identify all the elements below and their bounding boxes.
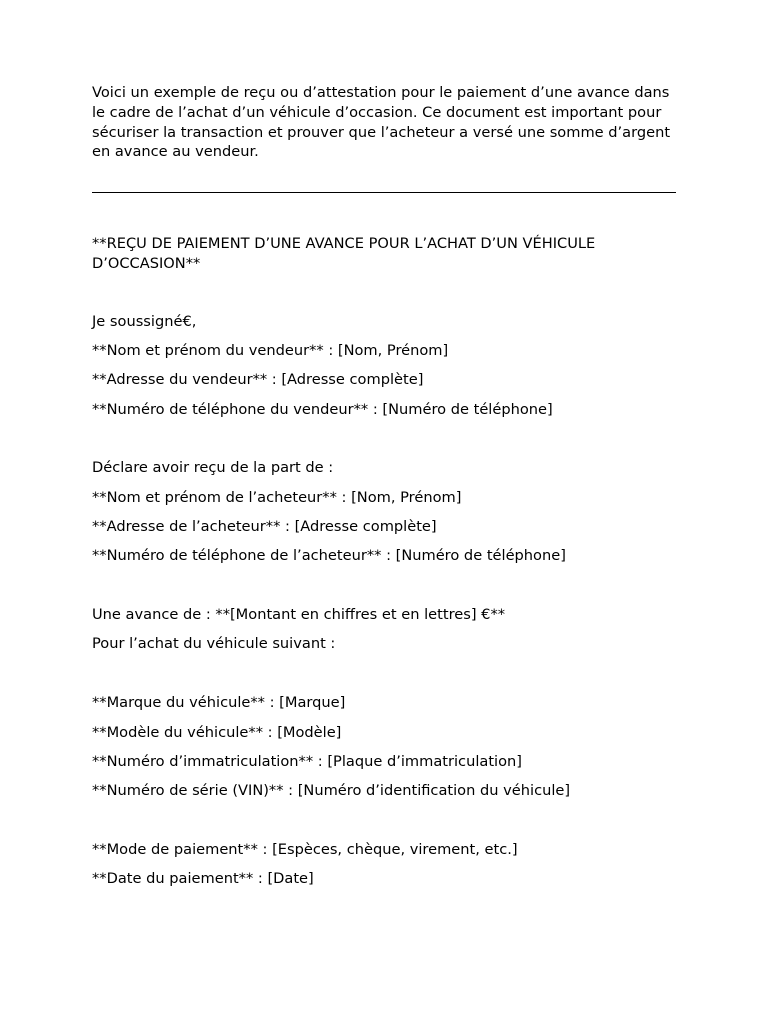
seller-intro: Je soussigné€, [92, 312, 197, 330]
document-page [92, 83, 682, 899]
payment-mode-field: **Mode de paiement** : [Espèces, chèque, virement, etc.] [92, 840, 518, 858]
vehicle-model-field: **Modèle du véhicule** : [Modèle] [92, 723, 342, 741]
receipt-title-line-2: D’OCCASION** [92, 254, 201, 272]
amount-field: Une avance de : **[Montant en chiffres et en lettres] €** [92, 606, 506, 624]
spacer [92, 429, 682, 459]
seller-phone-field: **Numéro de téléphone du vendeur** : [Numéro de téléphone] [92, 400, 553, 418]
intro-paragraph-block [92, 83, 682, 162]
spacer [92, 810, 682, 840]
buyer-name-field: **Nom et prénom de l’acheteur** : [Nom, Prénom] [92, 488, 462, 506]
vehicle-registration-field: **Numéro d’immatriculation** : [Plaque d’immatriculation] [92, 752, 522, 770]
vehicle-brand-field: **Marque du véhicule** : [Marque] [92, 694, 346, 712]
amount-section [92, 605, 682, 664]
receipt-title-line-1: **REÇU DE PAIEMENT D’UNE AVANCE POUR L’ACHAT D’UN VÉHICULE [92, 235, 596, 253]
spacer [92, 576, 682, 606]
seller-section [92, 312, 682, 429]
payment-section [92, 840, 682, 899]
spacer [92, 664, 682, 694]
vehicle-section [92, 693, 682, 810]
receipt-title [92, 234, 682, 274]
seller-address-field: **Adresse du vendeur** : [Adresse complète] [92, 371, 424, 389]
horizontal-divider [92, 192, 676, 193]
intro-paragraph: Voici un exemple de reçu ou d’attestation pour le paiement d’une avance dans le cadre de l’achat d’un véhicule d’occasion. Ce document est important pour sécuriser la transaction et prouver que l’acheteur a versé une somme d’argent en avance au vendeur. [92, 84, 671, 161]
payment-date-field: **Date du paiement** : [Date] [92, 870, 314, 888]
buyer-intro: Déclare avoir reçu de la part de : [92, 459, 334, 477]
buyer-phone-field: **Numéro de téléphone de l’acheteur** : [Numéro de téléphone] [92, 547, 566, 565]
vehicle-vin-field: **Numéro de série (VIN)** : [Numéro d’identification du véhicule] [92, 782, 571, 800]
spacer [92, 274, 682, 312]
purchase-purpose: Pour l’achat du véhicule suivant : [92, 635, 336, 653]
buyer-section [92, 458, 682, 575]
buyer-address-field: **Adresse de l’acheteur** : [Adresse complète] [92, 518, 437, 536]
seller-name-field: **Nom et prénom du vendeur** : [Nom, Prénom] [92, 342, 449, 360]
